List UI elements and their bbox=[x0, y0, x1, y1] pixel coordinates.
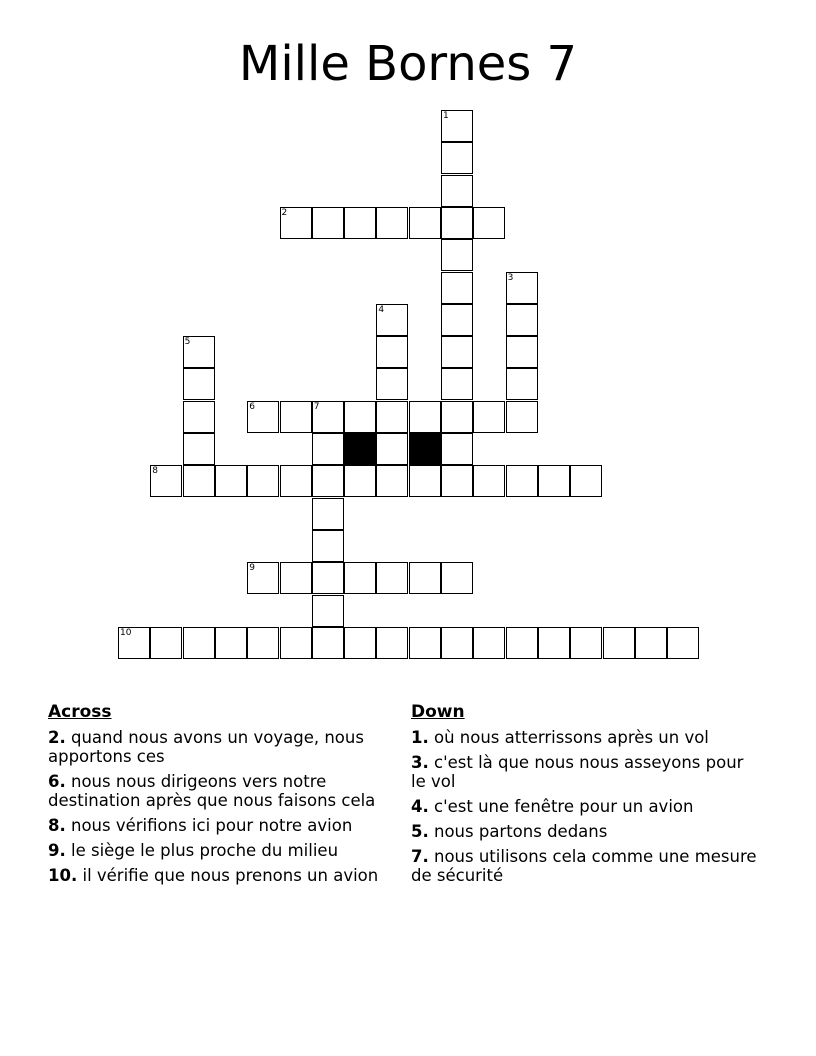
clue-number-label: 1. bbox=[411, 728, 429, 747]
clue-number: 9 bbox=[249, 563, 255, 574]
grid-cell[interactable] bbox=[344, 401, 376, 433]
grid-cell[interactable] bbox=[376, 562, 408, 594]
grid-cell[interactable] bbox=[603, 627, 635, 659]
clue-number: 8 bbox=[152, 466, 159, 477]
clue-text: nous vérifions ici pour notre avion bbox=[65, 816, 353, 835]
clue-text: il vérifie que nous prenons un avion bbox=[77, 866, 379, 885]
across-clue bbox=[48, 772, 398, 810]
grid-cell[interactable] bbox=[441, 465, 473, 497]
grid-cell[interactable] bbox=[376, 433, 408, 465]
grid-cell[interactable] bbox=[376, 207, 408, 239]
grid-cell[interactable] bbox=[150, 627, 182, 659]
grid-cell[interactable] bbox=[376, 627, 408, 659]
clue-number-label: 7. bbox=[411, 847, 429, 866]
grid-cell[interactable] bbox=[538, 627, 570, 659]
clue-number-label: 10. bbox=[48, 866, 78, 885]
across-clue bbox=[48, 866, 398, 885]
clue-number: 4 bbox=[378, 304, 385, 315]
clue-text: c'est là que nous nous asseyons pour le vol bbox=[411, 753, 744, 791]
grid-cell[interactable] bbox=[506, 272, 538, 304]
clue-number: 3 bbox=[507, 272, 514, 283]
grid-cell[interactable] bbox=[376, 304, 408, 336]
across-clue bbox=[48, 841, 398, 860]
grid-cell[interactable] bbox=[538, 465, 570, 497]
grid-cell[interactable] bbox=[344, 627, 376, 659]
grid-cell[interactable] bbox=[183, 401, 215, 433]
clue-text: nous nous dirigeons vers notre destination après que nous faisons cela bbox=[48, 772, 376, 810]
across-clues bbox=[48, 702, 398, 891]
grid-cell[interactable] bbox=[183, 627, 215, 659]
grid-cell[interactable] bbox=[473, 465, 505, 497]
grid-cell[interactable] bbox=[667, 627, 699, 659]
clue-number-label: 4. bbox=[411, 797, 429, 816]
grid-cell[interactable] bbox=[409, 562, 441, 594]
clue-number-label: 5. bbox=[411, 822, 429, 841]
grid-cell[interactable] bbox=[312, 562, 344, 594]
grid-cell[interactable] bbox=[506, 336, 538, 368]
grid-cell[interactable] bbox=[376, 368, 408, 400]
clue-number: 5 bbox=[184, 337, 191, 348]
grid-cell[interactable] bbox=[215, 627, 247, 659]
grid-cell[interactable] bbox=[312, 401, 344, 433]
page-title: Mille Bornes 7 bbox=[238, 36, 578, 92]
grid-cell[interactable] bbox=[473, 401, 505, 433]
down-clue bbox=[411, 822, 761, 841]
clue-number: 7 bbox=[313, 401, 320, 412]
grid-cell[interactable] bbox=[280, 207, 312, 239]
grid-cell[interactable] bbox=[312, 465, 344, 497]
grid-cell[interactable] bbox=[409, 207, 441, 239]
grid-cell[interactable] bbox=[247, 465, 279, 497]
clue-number: 10 bbox=[120, 627, 132, 638]
grid-cell[interactable] bbox=[570, 465, 602, 497]
grid-cell[interactable] bbox=[183, 368, 215, 400]
grid-cell[interactable] bbox=[247, 562, 279, 594]
grid-cell[interactable] bbox=[247, 627, 279, 659]
grid-cell[interactable] bbox=[376, 336, 408, 368]
grid-cell[interactable] bbox=[506, 304, 538, 336]
grid-cell[interactable] bbox=[312, 530, 344, 562]
grid-cell[interactable] bbox=[441, 304, 473, 336]
grid-cell[interactable] bbox=[312, 595, 344, 627]
grid-cell[interactable] bbox=[183, 336, 215, 368]
clue-text: où nous atterrissons après un vol bbox=[428, 728, 709, 747]
clue-number-label: 8. bbox=[48, 816, 66, 835]
clue-number-label: 6. bbox=[48, 772, 66, 791]
grid-cell[interactable] bbox=[441, 207, 473, 239]
grid-cell[interactable] bbox=[506, 465, 538, 497]
grid-cell[interactable] bbox=[215, 465, 247, 497]
black-square bbox=[344, 433, 376, 465]
down-clue bbox=[411, 847, 761, 885]
grid-cell[interactable] bbox=[441, 627, 473, 659]
grid-cell[interactable] bbox=[312, 627, 344, 659]
grid-cell[interactable] bbox=[473, 627, 505, 659]
grid-cell[interactable] bbox=[570, 627, 602, 659]
clue-number: 1 bbox=[443, 111, 449, 121]
grid-cell[interactable] bbox=[635, 627, 667, 659]
grid-cell[interactable] bbox=[441, 175, 473, 207]
grid-cell[interactable] bbox=[280, 465, 312, 497]
clue-text: nous partons dedans bbox=[428, 822, 608, 841]
grid-cell[interactable] bbox=[376, 401, 408, 433]
grid-cell[interactable] bbox=[506, 368, 538, 400]
grid-cell[interactable] bbox=[473, 207, 505, 239]
grid-cell[interactable] bbox=[441, 401, 473, 433]
clue-number-label: 9. bbox=[48, 841, 66, 860]
grid-cell[interactable] bbox=[150, 465, 182, 497]
grid-cell[interactable] bbox=[409, 401, 441, 433]
grid-cell[interactable] bbox=[409, 627, 441, 659]
down-clues bbox=[411, 702, 761, 891]
grid-cell[interactable] bbox=[441, 272, 473, 304]
grid-cell[interactable] bbox=[441, 336, 473, 368]
grid-cell[interactable] bbox=[183, 465, 215, 497]
across-clue bbox=[48, 728, 398, 766]
grid-cell[interactable] bbox=[441, 110, 473, 142]
grid-cell[interactable] bbox=[312, 207, 344, 239]
grid-cell[interactable] bbox=[280, 562, 312, 594]
grid-cell[interactable] bbox=[441, 433, 473, 465]
grid-cell[interactable] bbox=[441, 368, 473, 400]
grid-cell[interactable] bbox=[312, 498, 344, 530]
grid-cell[interactable] bbox=[441, 142, 473, 174]
grid-cell[interactable] bbox=[344, 562, 376, 594]
down-clue bbox=[411, 728, 761, 747]
black-square bbox=[409, 433, 441, 465]
grid-cell[interactable] bbox=[344, 465, 376, 497]
clue-number: 2 bbox=[281, 207, 288, 218]
clue-text: quand nous avons un voyage, nous apportons ces bbox=[48, 728, 364, 766]
grid-cell[interactable] bbox=[441, 562, 473, 594]
grid-cell[interactable] bbox=[409, 465, 441, 497]
grid-cell[interactable] bbox=[183, 433, 215, 465]
grid-cell[interactable] bbox=[506, 401, 538, 433]
across-heading: Across bbox=[48, 702, 112, 722]
grid-cell[interactable] bbox=[280, 401, 312, 433]
clue-text: c'est une fenêtre pour un avion bbox=[428, 797, 694, 816]
grid-cell[interactable] bbox=[118, 627, 150, 659]
grid-cell[interactable] bbox=[247, 401, 279, 433]
clue-text: nous utilisons cela comme une mesure de sécurité bbox=[411, 847, 757, 885]
down-heading: Down bbox=[411, 702, 465, 722]
grid-cell[interactable] bbox=[441, 239, 473, 271]
grid-cell[interactable] bbox=[344, 207, 376, 239]
clue-number: 6 bbox=[249, 401, 255, 412]
clue-number-label: 3. bbox=[411, 753, 429, 772]
grid-cell[interactable] bbox=[280, 627, 312, 659]
down-clue bbox=[411, 753, 761, 791]
across-clue bbox=[48, 816, 398, 835]
grid-cell[interactable] bbox=[376, 465, 408, 497]
clue-number-label: 2. bbox=[48, 728, 66, 747]
grid-cell[interactable] bbox=[312, 433, 344, 465]
grid-cell[interactable] bbox=[506, 627, 538, 659]
clue-text: le siège le plus proche du milieu bbox=[65, 841, 339, 860]
down-clue bbox=[411, 797, 761, 816]
